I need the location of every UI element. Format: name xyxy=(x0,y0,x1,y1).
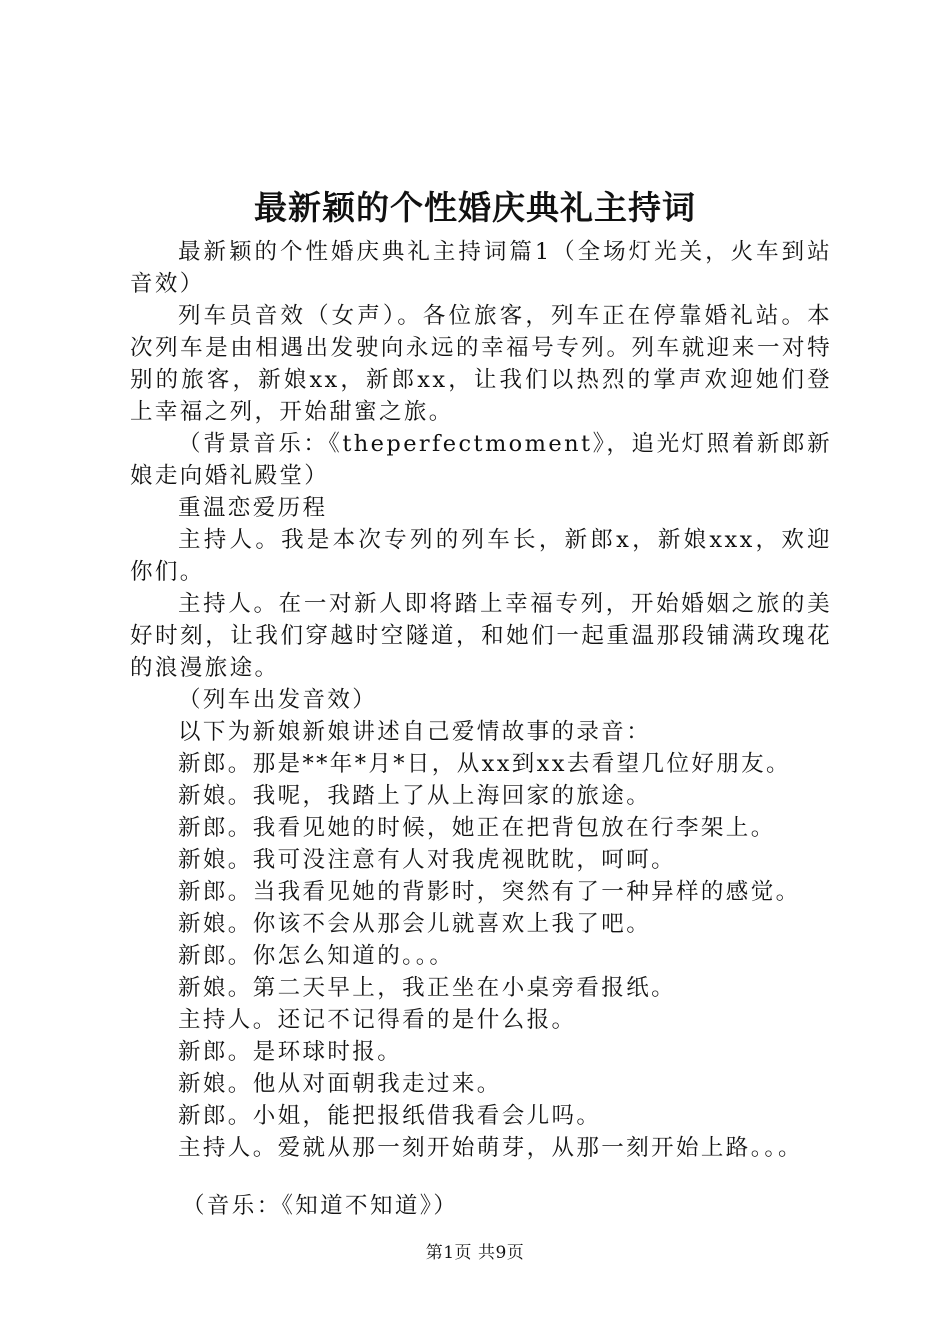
paragraph: （列车出发音效） xyxy=(178,687,378,713)
paragraph: 主持人。我是本次专列的列车长，新郎x，新娘xxx，欢迎你们。 xyxy=(130,527,832,585)
dialogue-line: 新郎。你怎么知道的。。。 xyxy=(178,943,455,969)
paragraph: （背景音乐：《theperfectmoment》，追光灯照着新郎新娘走向婚礼殿堂） xyxy=(130,431,832,489)
dialogue-line: 新郎。当我看见她的背影时，突然有了一种异样的感觉。 xyxy=(178,879,801,905)
dialogue-line: 新娘。第二天早上，我正坐在小桌旁看报纸。 xyxy=(178,975,677,1001)
paragraph-gap xyxy=(130,1164,832,1190)
document-title: 最新颖的个性婚庆典礼主持词 xyxy=(254,188,696,227)
dialogue-line: 新郎。小姐，能把报纸借我看会儿吗。 xyxy=(178,1103,602,1129)
music-note: （音乐：《知道不知道》） xyxy=(182,1193,459,1219)
dialogue-line: 新娘。我可没注意有人对我虎视眈眈，呵呵。 xyxy=(178,847,677,873)
dialogue-line: 新郎。是环球时报。 xyxy=(178,1039,403,1065)
paragraph: 列车员音效（女声）。各位旅客，列车正在停靠婚礼站。本次列车是由相遇出发驶向永远的幸福号专列。列车就迎来一对特别的旅客，新娘xx，新郎xx，让我们以热烈的掌声欢迎她们登上幸福之列，开始甜蜜之旅。 xyxy=(130,303,832,425)
section-heading: 重温恋爱历程 xyxy=(178,495,328,521)
paragraph: 以下为新娘新娘讲述自己爱情故事的录音： xyxy=(178,719,652,745)
dialogue-line: 新郎。那是**年*月*日，从xx到xx去看望几位好朋友。 xyxy=(178,751,791,777)
dialogue-line: 主持人。还记不记得看的是什么报。 xyxy=(178,1007,577,1033)
dialogue-line: 新娘。他从对面朝我走过来。 xyxy=(178,1071,502,1097)
document-body xyxy=(130,236,832,1222)
paragraph: 主持人。在一对新人即将踏上幸福专列，开始婚姻之旅的美好时刻，让我们穿越时空隧道，和她们一起重温那段铺满玫瑰花的浪漫旅途。 xyxy=(130,591,832,681)
paragraph: 最新颖的个性婚庆典礼主持词篇1（全场灯光关，火车到站音效） xyxy=(130,239,832,297)
dialogue-line: 新娘。我呢，我踏上了从上海回家的旅途。 xyxy=(178,783,652,809)
page-footer: 第1页 共9页 xyxy=(425,1243,525,1263)
dialogue-line: 新郎。我看见她的时候，她正在把背包放在行李架上。 xyxy=(178,815,776,841)
dialogue-line: 主持人。爱就从那一刻开始萌芽，从那一刻开始上路。。。 xyxy=(178,1135,803,1161)
dialogue-line: 新娘。你该不会从那会儿就喜欢上我了吧。 xyxy=(178,911,652,937)
